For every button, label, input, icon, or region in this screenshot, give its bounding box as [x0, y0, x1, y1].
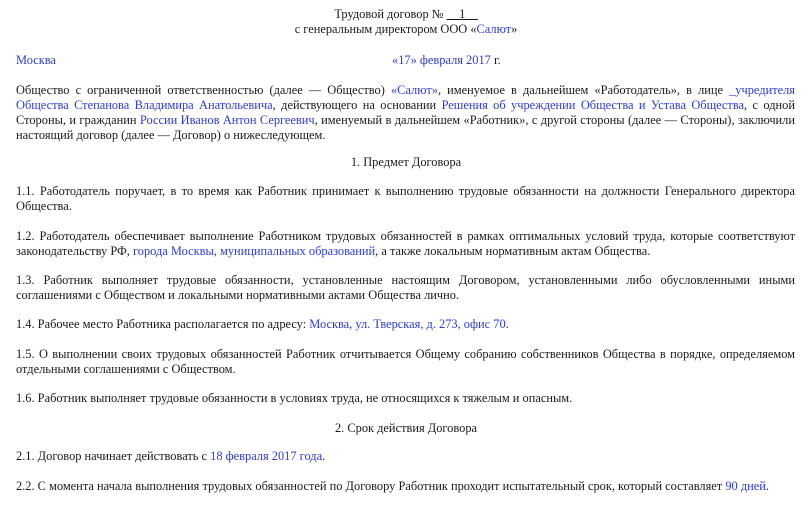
clause-1-2: 1.2. Работодатель обеспечивает выполнение Работником трудовых обязанностей в рамках оптимальных условий труда, которые соответствуют законодательству РФ, города Москвы, муниципальных образований, а также локальным нормативным актам Общества.	[16, 229, 795, 258]
start-date: 18 февраля 2017 года	[210, 449, 323, 463]
preamble-paragraph: Общество с ограниченной ответственностью (далее — Общество) «Салют», именуемое в дальнейшем «Работодатель», в лице _учредителя Общества Степанова Владимира Анатольевича, действующего на основании Решения об учреждении Общества и Устава Общества, с одной Стороны, и гражданин России Иванов Антон Сергеевич, именуемый в дальнейшем «Работник», с другой стороны (далее — Стороны), заключили настоящий договор (далее — Договор) о нижеследующем.	[16, 83, 796, 142]
clause-1-6: 1.6. Работник выполняет трудовые обязанности в условиях труда, не относящихся к тяжелым и опасным.	[16, 391, 573, 405]
clause-1-4: 1.4. Рабочее место Работника располагается по адресу: Москва, ул. Тверская, д. 273, офис 70.	[16, 317, 509, 331]
work-address: Москва, ул. Тверская, д. 273, офис 70	[309, 317, 506, 331]
place-date-line	[16, 53, 796, 68]
clause-1-3: 1.3. Работник выполняет трудовые обязанности, установленные настоящим Договором, установленными либо обусловленными иными соглашениями с Обществом и локальными нормативными актами Общества лично.	[16, 273, 795, 302]
company-name: Салют	[476, 22, 512, 36]
clause-1-5: 1.5. О выполнении своих трудовых обязанностей Работник отчитывается Общему собранию собственников Общества в порядке, определяемом отдельными соглашениями с Обществом.	[16, 347, 795, 376]
probation-period: 90 дней	[725, 479, 766, 493]
clause-2-1: 2.1. Договор начинает действовать с 18 февраля 2017 года.	[16, 449, 326, 463]
clause-2-2: 2.2. С момента начала выполнения трудовых обязанностей по Договору Работник проходит испытательный срок, который составляет 90 дней.	[16, 479, 769, 493]
contract-title-block	[0, 7, 812, 37]
section-2-heading: 2. Срок действия Договора	[334, 421, 478, 435]
employee-name: России Иванов Антон Сергеевич	[139, 113, 315, 127]
authority-basis: Решения об учреждении Общества и Устава Общества	[441, 98, 745, 112]
section-1-heading: 1. Предмет Договора	[350, 155, 462, 169]
clause-1-1: 1.1. Работодатель поручает, в то время как Работник принимает к выполнению трудовые обязанности на должности Генерального директора Общества.	[16, 184, 795, 213]
contract-subtitle: с генеральным директором ООО «Салют»	[294, 22, 518, 36]
contract-city: Москва	[16, 53, 56, 67]
employer-representative: _учредителя Общества Степанова Владимира Анатольевича	[16, 83, 795, 112]
preamble-company: «Салют»	[390, 83, 438, 97]
contract-number: __1__	[446, 7, 478, 21]
contract-date: «17» февраля 2017 г.	[392, 53, 501, 67]
contract-title: Трудовой договор № __1__	[334, 7, 478, 21]
